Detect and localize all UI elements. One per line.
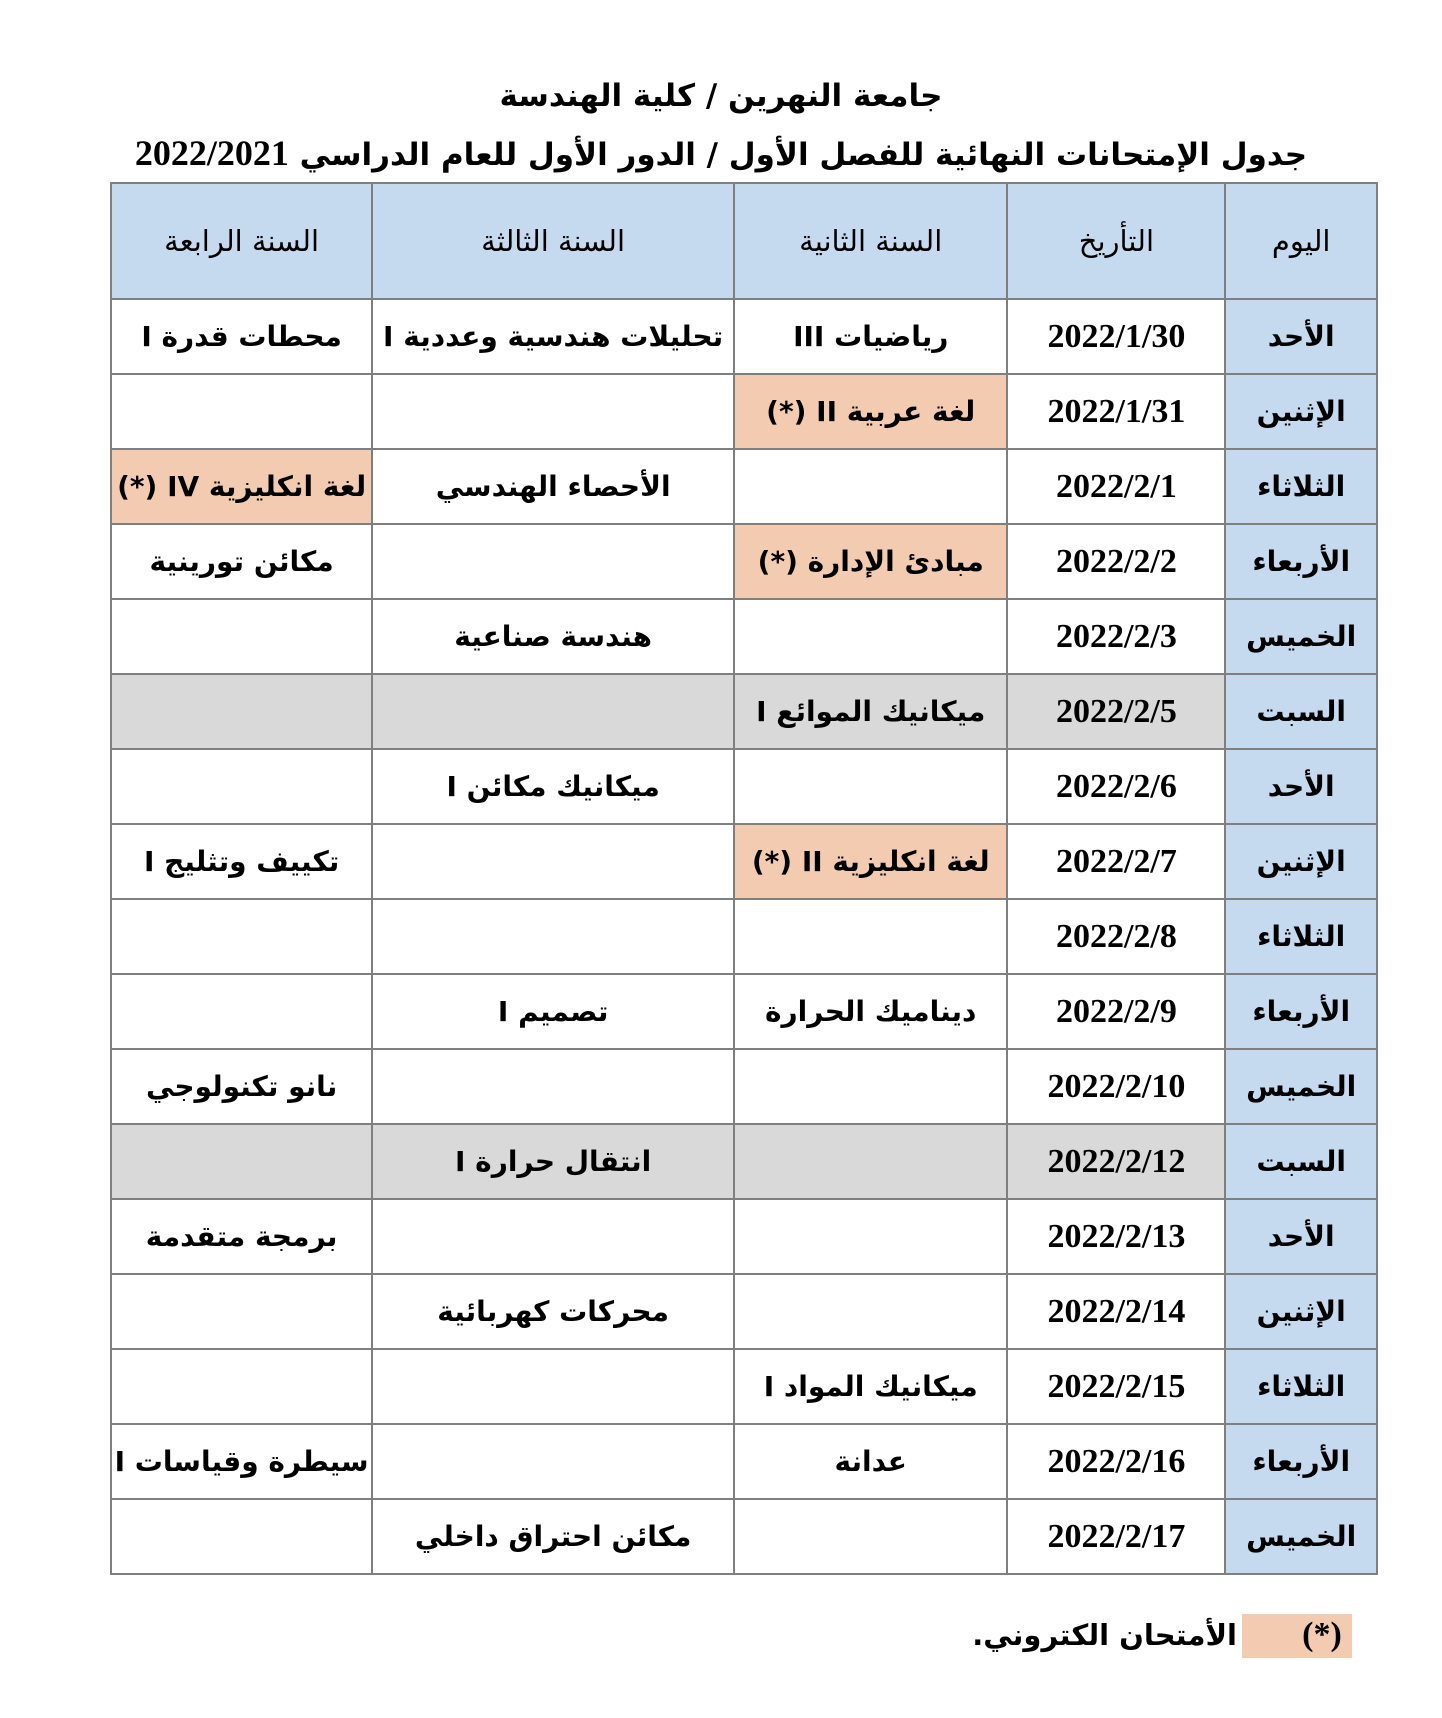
year4-cell <box>111 1274 372 1349</box>
date-cell: 2022/2/2 <box>1007 524 1225 599</box>
legend-mark: (*) <box>1302 1616 1342 1653</box>
year2-cell: ميكانيك المواد I <box>734 1349 1007 1424</box>
table-row <box>111 1349 1377 1424</box>
date-cell: 2022/2/8 <box>1007 899 1225 974</box>
year4-cell: محطات قدرة I <box>111 299 372 374</box>
year3-cell <box>372 1424 734 1499</box>
day-cell: الثلاثاء <box>1225 899 1377 974</box>
year3-cell <box>372 1349 734 1424</box>
table-row <box>111 749 1377 824</box>
table-header-row <box>111 183 1377 299</box>
table-row <box>111 1199 1377 1274</box>
date-cell: 2022/2/17 <box>1007 1499 1225 1574</box>
year3-cell <box>372 674 734 749</box>
year2-cell <box>734 449 1007 524</box>
day-cell: الأحد <box>1225 299 1377 374</box>
day-cell: الأربعاء <box>1225 524 1377 599</box>
year3-cell <box>372 899 734 974</box>
day-cell: الخميس <box>1225 1049 1377 1124</box>
year4-cell <box>111 1349 372 1424</box>
day-cell: الخميس <box>1225 1499 1377 1574</box>
table-row <box>111 899 1377 974</box>
day-cell: الخميس <box>1225 599 1377 674</box>
date-cell: 2022/2/7 <box>1007 824 1225 899</box>
day-cell: الأحد <box>1225 1199 1377 1274</box>
legend-text: الأمتحان الكتروني. <box>972 1618 1237 1652</box>
year3-cell: هندسة صناعية <box>372 599 734 674</box>
year3-cell <box>372 1199 734 1274</box>
university-title: جامعة النهرين / كلية الهندسة <box>499 78 943 114</box>
year4-cell <box>111 899 372 974</box>
table-row <box>111 1049 1377 1124</box>
year2-cell <box>734 1499 1007 1574</box>
table-row <box>111 1424 1377 1499</box>
table-row <box>111 1499 1377 1574</box>
column-header-day: اليوم <box>1225 183 1377 299</box>
year4-cell: سيطرة وقياسات I <box>111 1424 372 1499</box>
year2-cell <box>734 899 1007 974</box>
year2-cell <box>734 599 1007 674</box>
year2-cell: رياضيات III <box>734 299 1007 374</box>
year4-cell: برمجة متقدمة <box>111 1199 372 1274</box>
table-row <box>111 974 1377 1049</box>
year2-cell: لغة انكليزية II (*) <box>734 824 1007 899</box>
table-row <box>111 1274 1377 1349</box>
date-cell: 2022/2/13 <box>1007 1199 1225 1274</box>
year4-cell <box>111 749 372 824</box>
column-header-year4: السنة الرابعة <box>111 183 372 299</box>
day-cell: الأربعاء <box>1225 974 1377 1049</box>
year2-cell: ميكانيك الموائع I <box>734 674 1007 749</box>
day-cell: الأحد <box>1225 749 1377 824</box>
year4-cell: مكائن تورينية <box>111 524 372 599</box>
table-row <box>111 299 1377 374</box>
schedule-subtitle: جدول الإمتحانات النهائية للفصل الأول / الدور الأول للعام الدراسي <box>299 137 1308 173</box>
year3-cell: تصميم I <box>372 974 734 1049</box>
table-row <box>111 674 1377 749</box>
table-row <box>111 599 1377 674</box>
day-cell: الإثنين <box>1225 1274 1377 1349</box>
year3-cell <box>372 1049 734 1124</box>
column-header-date: التأريخ <box>1007 183 1225 299</box>
year4-cell <box>111 374 372 449</box>
date-cell: 2022/2/3 <box>1007 599 1225 674</box>
table-row <box>111 374 1377 449</box>
year3-cell: انتقال حرارة I <box>372 1124 734 1199</box>
year3-cell: محركات كهربائية <box>372 1274 734 1349</box>
date-cell: 2022/2/14 <box>1007 1274 1225 1349</box>
date-cell: 2022/2/5 <box>1007 674 1225 749</box>
year4-cell: لغة انكليزية IV (*) <box>111 449 372 524</box>
year2-cell: لغة عربية II (*) <box>734 374 1007 449</box>
year4-cell <box>111 599 372 674</box>
year2-cell <box>734 1124 1007 1199</box>
date-cell: 2022/1/30 <box>1007 299 1225 374</box>
year2-cell: عدانة <box>734 1424 1007 1499</box>
year3-cell <box>372 524 734 599</box>
year4-cell <box>111 1124 372 1199</box>
date-cell: 2022/2/16 <box>1007 1424 1225 1499</box>
date-cell: 2022/2/6 <box>1007 749 1225 824</box>
year3-cell: ميكانيك مكائن I <box>372 749 734 824</box>
day-cell: الإثنين <box>1225 824 1377 899</box>
table-row <box>111 824 1377 899</box>
table-row <box>111 1124 1377 1199</box>
date-cell: 2022/1/31 <box>1007 374 1225 449</box>
date-cell: 2022/2/10 <box>1007 1049 1225 1124</box>
date-cell: 2022/2/12 <box>1007 1124 1225 1199</box>
year2-cell <box>734 749 1007 824</box>
day-cell: السبت <box>1225 674 1377 749</box>
legend <box>0 1614 1442 1662</box>
date-cell: 2022/2/15 <box>1007 1349 1225 1424</box>
year4-cell: تكييف وتثليج I <box>111 824 372 899</box>
year3-cell <box>372 374 734 449</box>
exam-schedule-table <box>110 182 1378 1575</box>
day-cell: الثلاثاء <box>1225 449 1377 524</box>
day-cell: السبت <box>1225 1124 1377 1199</box>
column-header-year2: السنة الثانية <box>734 183 1007 299</box>
year3-cell: الأحصاء الهندسي <box>372 449 734 524</box>
year2-cell: مبادئ الإدارة (*) <box>734 524 1007 599</box>
table-row <box>111 449 1377 524</box>
day-cell: الأربعاء <box>1225 1424 1377 1499</box>
year4-cell <box>111 674 372 749</box>
year2-cell <box>734 1199 1007 1274</box>
year3-cell <box>372 824 734 899</box>
year2-cell <box>734 1274 1007 1349</box>
academic-year: 2022/2021 <box>134 133 289 173</box>
year2-cell: ديناميك الحرارة <box>734 974 1007 1049</box>
year4-cell <box>111 974 372 1049</box>
year3-cell: مكائن احتراق داخلي <box>372 1499 734 1574</box>
column-header-year3: السنة الثالثة <box>372 183 734 299</box>
table-row <box>111 524 1377 599</box>
day-cell: الثلاثاء <box>1225 1349 1377 1424</box>
year3-cell: تحليلات هندسية وعددية I <box>372 299 734 374</box>
year4-cell: نانو تكنولوجي <box>111 1049 372 1124</box>
date-cell: 2022/2/1 <box>1007 449 1225 524</box>
schedule-title <box>0 132 1442 174</box>
year4-cell <box>111 1499 372 1574</box>
day-cell: الإثنين <box>1225 374 1377 449</box>
year2-cell <box>734 1049 1007 1124</box>
date-cell: 2022/2/9 <box>1007 974 1225 1049</box>
